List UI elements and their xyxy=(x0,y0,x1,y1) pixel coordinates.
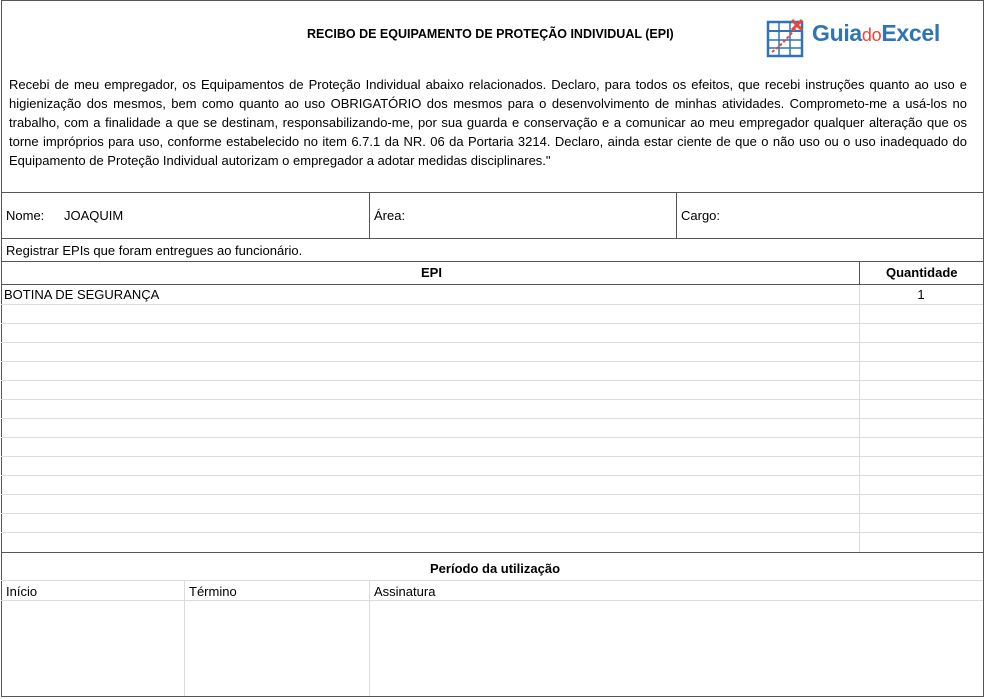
guia-do-excel-logo xyxy=(766,16,966,62)
area-label: Área: xyxy=(374,208,406,223)
name-field[interactable]: JOAQUIM xyxy=(64,208,124,223)
epi-quantity-cell[interactable]: 1 xyxy=(917,287,925,302)
period-section-top-border xyxy=(1,552,983,553)
epi-table-row xyxy=(2,494,983,513)
end-label: Término xyxy=(189,584,237,599)
epi-table-row xyxy=(2,532,983,551)
frame-bottom xyxy=(1,696,983,697)
epi-header-divider xyxy=(859,261,860,285)
epi-column-header: EPI xyxy=(421,265,442,280)
quantity-column-header: Quantidade xyxy=(886,265,958,280)
epi-table-row xyxy=(2,361,983,380)
logo-part-guia: Guia xyxy=(812,20,862,46)
logo-text xyxy=(812,20,940,47)
name-label: Nome: xyxy=(6,208,45,223)
start-date-field[interactable] xyxy=(2,601,183,695)
logo-part-do: do xyxy=(861,25,882,45)
epi-instruction: Registrar EPIs que foram entregues ao funcionário. xyxy=(6,243,303,258)
epi-table-row xyxy=(2,418,983,437)
epi-table-row xyxy=(2,323,983,342)
epi-table-row xyxy=(2,399,983,418)
frame-right xyxy=(983,0,984,697)
period-title: Período da utilização xyxy=(430,561,561,576)
epi-table-row xyxy=(2,380,983,399)
epi-table-row xyxy=(2,475,983,494)
period-title-border xyxy=(1,580,983,581)
end-date-field[interactable] xyxy=(185,601,368,695)
epi-table-row xyxy=(2,285,983,304)
declaration-text: Recebi de meu empregador, os Equipamentos de Proteção Individual abaixo relacionados. Declaro, para todos os efeitos, que recebi instruções quanto ao uso e higienização dos mesmos, bem como quanto ao uso OBRIGATÓRIO dos mesmos para o desenvolvimento de minhas atividades. Comprometo-me a usá-los no trabalho, com a finalidade a que se destinam, responsabilizando-me, por sua guarda e conservação e a comunicar ao meu empregador qualquer alteração que os torne impróprios para uso, conforme estabelecido no item 6.7.1 da NR. 06 da Portaria 3214. Declaro, ainda estar ciente de que o não uso ou o uso inadequado do Equipamento de Proteção Individual autorizam o empregador a adotar medidas disciplinares." xyxy=(9,77,967,168)
epi-table-row xyxy=(2,456,983,475)
spreadsheet-logo-icon xyxy=(766,16,810,60)
epi-table-row xyxy=(2,437,983,456)
epi-table-row xyxy=(2,304,983,323)
signature-field[interactable] xyxy=(370,601,982,695)
role-label: Cargo: xyxy=(681,208,721,223)
logo-part-excel: Excel xyxy=(881,20,940,46)
epi-item-cell[interactable]: BOTINA DE SEGURANÇA xyxy=(4,287,160,302)
frame-top xyxy=(1,0,983,1)
document-title: RECIBO DE EQUIPAMENTO DE PROTEÇÃO INDIVIDUAL (EPI) xyxy=(307,27,674,41)
employee-divider-1 xyxy=(369,192,370,238)
employee-divider-2 xyxy=(676,192,677,238)
epi-table-row xyxy=(2,513,983,532)
instruction-row-top-border xyxy=(1,238,983,239)
signature-label: Assinatura xyxy=(374,584,436,599)
epi-header-top-border xyxy=(1,261,983,262)
epi-table-row xyxy=(2,342,983,361)
start-label: Início xyxy=(6,584,38,599)
employee-row-top-border xyxy=(1,192,983,193)
